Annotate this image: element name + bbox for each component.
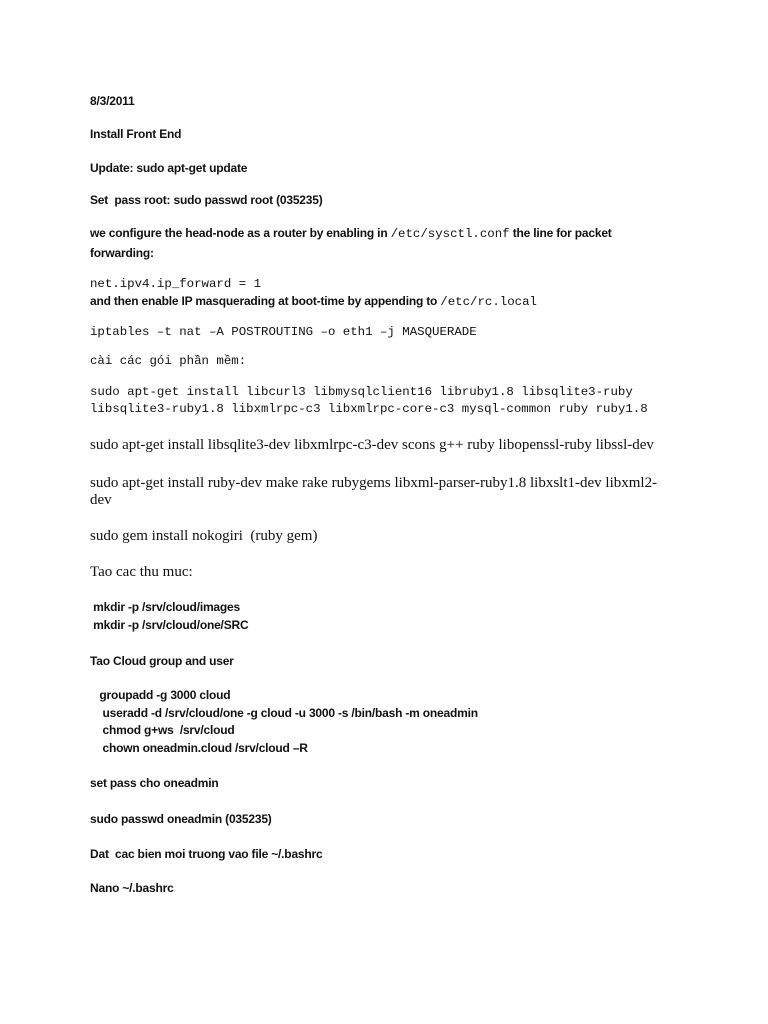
gem-install-line: sudo gem install nokogiri (ruby gem) [90,528,318,544]
passwd-oneadmin-line: sudo passwd oneadmin (035235) [90,812,272,826]
router-text-b: the line for packet [509,226,612,240]
groupadd-line: groupadd -g 3000 cloud [90,688,231,702]
nano-line: Nano ~/.bashrc [90,881,174,895]
ip-forward-code: net.ipv4.ip_forward = 1 [90,277,262,291]
mkdir-line-2: mkdir -p /srv/cloud/one/SRC [90,618,249,632]
iptables-code: iptables –t nat –A POSTROUTING –o eth1 –j MASQUERADE [90,325,477,339]
masq-line [90,294,537,309]
apt-code-line-1: sudo apt-get install libcurl3 libmysqlclient16 libruby1.8 libsqlite3-ruby [90,385,633,399]
apt-dev-line-1: sudo apt-get install libsqlite3-dev libxmlrpc-c3-dev scons g++ ruby libopenssl-ruby libssl-dev [90,437,654,453]
router-line [90,226,612,241]
apt-code-line-2: libsqlite3-ruby1.8 libxmlrpc-c3 libxmlrpc-core-c3 mysql-common ruby ruby1.8 [90,402,648,416]
install-pkgs-title: cài các gói phần mềm: [90,354,247,368]
env-vars-line: Dat cac bien moi truong vao file ~/.bashrc [90,847,323,861]
router-path: /etc/sysctl.conf [390,227,510,241]
masq-path: /etc/rc.local [440,295,537,309]
apt-dev-line-2: sudo apt-get install ruby-dev make rake rubygems libxml-parser-ruby1.8 libxslt1-dev libxml2- [90,475,658,491]
chown-line: chown oneadmin.cloud /srv/cloud –R [90,741,308,755]
mkdir-line-1: mkdir -p /srv/cloud/images [90,600,240,614]
router-text-a: we configure the head-node as a router by enabling in [90,226,391,240]
set-pass-line: set pass cho oneadmin [90,776,219,790]
install-heading: Install Front End [90,127,182,141]
router-line-cont: forwarding: [90,246,154,260]
update-line: Update: sudo apt-get update [90,161,248,175]
masq-text: and then enable IP masquerading at boot-time by appending to [90,294,441,308]
apt-dev-line-2-cont: dev [90,492,112,508]
pass-root-line: Set pass root: sudo passwd root (035235) [90,193,323,207]
date-line: 8/3/2011 [90,94,135,108]
tao-thu-muc-line: Tao cac thu muc: [90,564,193,580]
useradd-line: useradd -d /srv/cloud/one -g cloud -u 3000 -s /bin/bash -m oneadmin [90,706,478,720]
chmod-line: chmod g+ws /srv/cloud [90,723,235,737]
cloud-group-title: Tao Cloud group and user [90,654,234,668]
